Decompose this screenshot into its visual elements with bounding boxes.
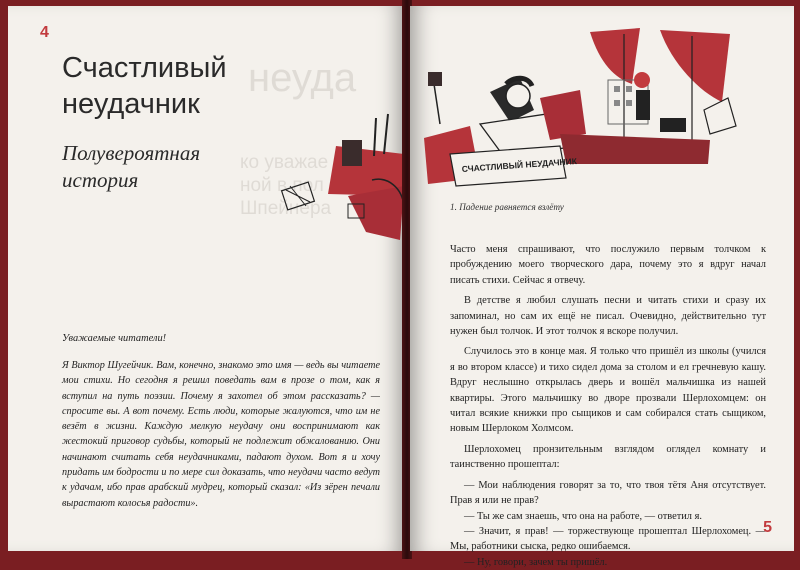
chapter-subtitle: Полувероятная история — [62, 141, 201, 192]
left-illustration — [276, 106, 404, 246]
sign-text: СЧАСТЛИВЫЙ НЕУДАЧНИК — [461, 155, 578, 174]
paragraph: Шерлохомец пронзительным взглядом оглядел комнату и таинственно прошептал: — [450, 443, 766, 471]
right-page — [410, 6, 794, 568]
bleed-through-text-2: ко уважае ной в пол Шпейнера — [240, 152, 332, 219]
left-page — [8, 6, 404, 551]
figure-caption: 1. Падение равняется взлёту — [450, 202, 564, 212]
dialogue-line: — Мои наблюдения говорят за то, что твоя тётя Аня отсутствует. Прав я или не прав? — [450, 479, 766, 507]
salutation: Уважаемые читатели! — [62, 333, 167, 344]
page-number-left: 4 — [40, 24, 49, 41]
dialogue-line: — Значит, я прав! — торжествующе прошептал Шерлохомец. — Мы, работники сыска, редко ошибаемся. — [450, 525, 766, 553]
paragraph: Случилось это в конце мая. Я только что пришёл из школы (учился я во втором классе) и тихо сидел дома за столом и ел гречневую кашу. Вдруг неслышно открылась дверь и вошёл мальчишка из нашей квартиры. Этого мальчишку во дворе прозвали Шерлохомцем: он читал всякие книжки про сыщиков и сам собирался стать сыщиком, новым Шерлоком Холмсом. — [450, 346, 766, 435]
chapter-body — [450, 242, 766, 570]
intro-paragraph: Я Виктор Шугейчик. Вам, конечно, знакомо это имя — ведь вы читаете мои стихи. Но сегодня я решил поведать вам в прозе о том, как я вступил на путь поэзии. Почему я захотел об этом рассказать? — спросите вы. А вот почему. Есть люди, которые жалуются, что им не везёт в жизни. Каждую мелкую неудачу они воспринимают как жестокий приговор судьбы, который не подлежит обжалованию. Они начинают считать себя неудачниками, падают духом. Вот я и хочу придать им бодрости и по мере сил доказать, что неудачи часто ведут к удачам, ибо прав арабский мудрец, который сказал: «Из зёрен печали вырастают колосья радости». — [62, 360, 380, 509]
page-number-right: 5 — [763, 519, 772, 536]
dialogue-line: — Ты же сам знаешь, что она на работе, — ответил я. — [464, 510, 702, 522]
right-illustration — [410, 14, 750, 189]
paragraph: В детстве я любил слушать песни и читать стихи и сразу их запоминал, но сам их ещё не писал. Очевидно, действительно тут нужен был толчок. И этот толчок я вскоре получил. — [450, 295, 766, 338]
paragraph: Часто меня спрашивают, что послужило первым толчком к пробуждению моего творческого дара, почему это я вдруг начал писать стихи. Сейчас я отвечу. — [450, 244, 766, 286]
chapter-title: Счастливый неудачник — [62, 52, 227, 120]
bleed-through-text: неуда — [248, 56, 357, 100]
dialogue-line: — Ну, говори, зачем ты пришёл. — [464, 556, 608, 568]
